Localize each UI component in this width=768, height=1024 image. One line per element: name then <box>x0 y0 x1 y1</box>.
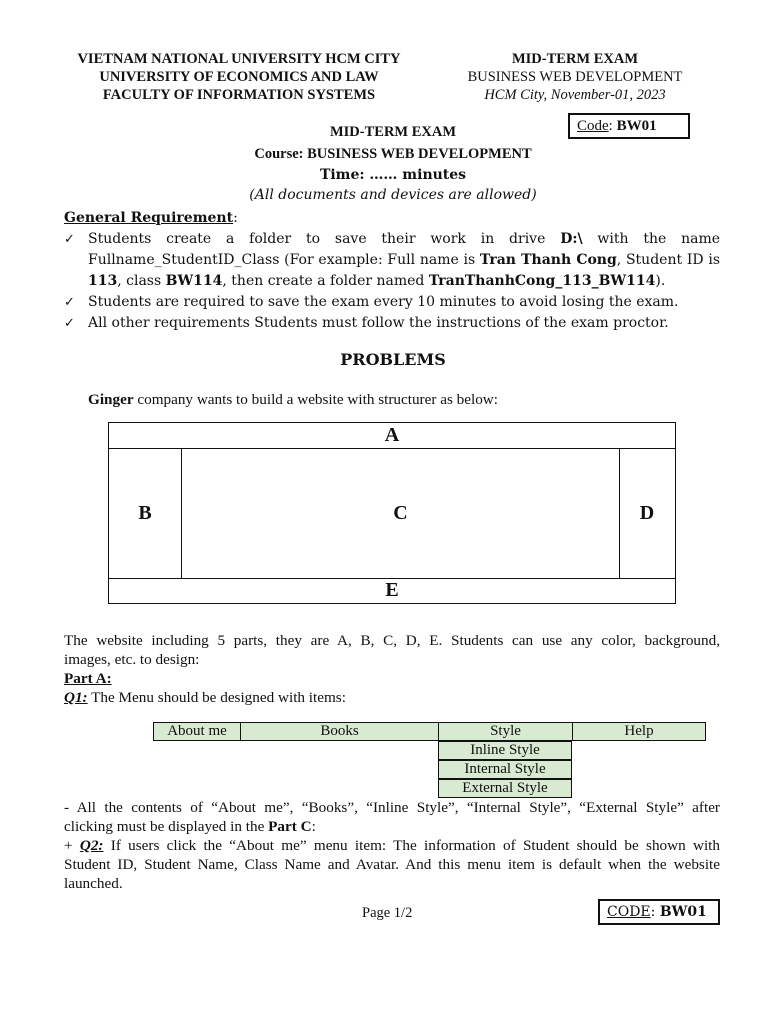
requirement-heading: General Requirement: <box>64 210 238 226</box>
general-requirement <box>64 208 720 334</box>
menu-item-help[interactable]: Help <box>624 723 654 739</box>
problems-heading: PROBLEMS <box>340 350 446 369</box>
submenu-inline-style[interactable]: Inline Style <box>438 741 572 760</box>
faculty-name: FACULTY OF INFORMATION SYSTEMS <box>102 87 376 103</box>
menu-item-style[interactable]: Style <box>439 723 573 740</box>
menu-item-about-me[interactable]: About me <box>154 723 241 740</box>
submenu-external-style[interactable]: External Style <box>438 779 572 798</box>
layout-part-b: B <box>109 449 182 578</box>
footer-code-value: BW01 <box>659 904 707 920</box>
layout-part-e: E <box>109 578 675 602</box>
exam-header <box>450 50 700 104</box>
footer-code-label: CODE <box>607 904 651 920</box>
page-number: Page 1/2 <box>362 905 413 921</box>
requirement-item-1: ✓ Students create a folder to save their work in drive D:\ with the name Fullname_StudentID_Class (For example: Full name is Tran Thanh Cong, Student ID is 113, class BW114, then create a folder named TranThanhCong_113_BW114). <box>64 231 721 289</box>
website-layout-diagram <box>108 422 676 604</box>
menu-item-books[interactable]: Books <box>241 723 439 740</box>
exam-course: Course: BUSINESS WEB DEVELOPMENT <box>254 146 532 162</box>
layout-part-d: D <box>619 449 674 578</box>
checkmark-icon: ✓ <box>64 316 75 331</box>
exam-header-title: MID-TERM EXAM <box>511 51 639 67</box>
exam-header-course: BUSINESS WEB DEVELOPMENT <box>467 69 683 85</box>
requirement-item-3: ✓ All other requirements Students must follow the instructions of the exam proctor. <box>64 313 720 334</box>
requirement-item-2: ✓ Students are required to save the exam every 10 minutes to avoid losing the exam. <box>64 292 720 313</box>
exam-note: (All documents and devices are allowed) <box>249 187 537 203</box>
menu-notes: - All the contents of “About me”, “Books”, “Inline Style”, “Internal Style”, “External Style” after clicking must be displayed in the Part C: + Q2: If users click the “About me” menu item: The information of Student should be shown with Student ID, Student Name, Class Name and Avatar. And this menu item is default when the website launched. <box>64 799 720 892</box>
checkmark-icon: ✓ <box>64 232 75 247</box>
code-box-bottom: CODE: BW01 <box>598 899 720 925</box>
layout-part-c: C <box>393 502 408 524</box>
exam-header-date: HCM City, November-01, 2023 <box>484 87 666 103</box>
problems-intro: Ginger company wants to build a website with structurer as below: <box>88 391 498 408</box>
checkmark-icon: ✓ <box>64 295 75 310</box>
exam-title: MID-TERM EXAM <box>329 124 457 140</box>
layout-part-a: A <box>109 423 675 449</box>
q1-text: Q1: The Menu should be designed with items: <box>64 689 346 706</box>
website-description: The website including 5 parts, they are A, B, C, D, E. Students can use any color, background, images, etc. to design: Part A: Q1: The Menu should be designed with items: <box>64 632 720 706</box>
school-name: UNIVERSITY OF ECONOMICS AND LAW <box>99 69 379 85</box>
code-box-top: Code: BW01 <box>568 113 690 139</box>
code-value: BW01 <box>616 118 657 134</box>
exam-time: Time: …… minutes <box>319 167 467 183</box>
part-a-heading: Part A: <box>64 670 112 687</box>
submenu-internal-style[interactable]: Internal Style <box>438 760 572 779</box>
university-name: VIETNAM NATIONAL UNIVERSITY HCM CITY <box>77 51 401 67</box>
university-header <box>54 50 424 104</box>
menu-bar <box>153 722 706 741</box>
q2-text: + Q2: If users click the “About me” menu item: The information of Student should be shown with <box>64 837 720 854</box>
code-label: Code <box>577 118 609 134</box>
